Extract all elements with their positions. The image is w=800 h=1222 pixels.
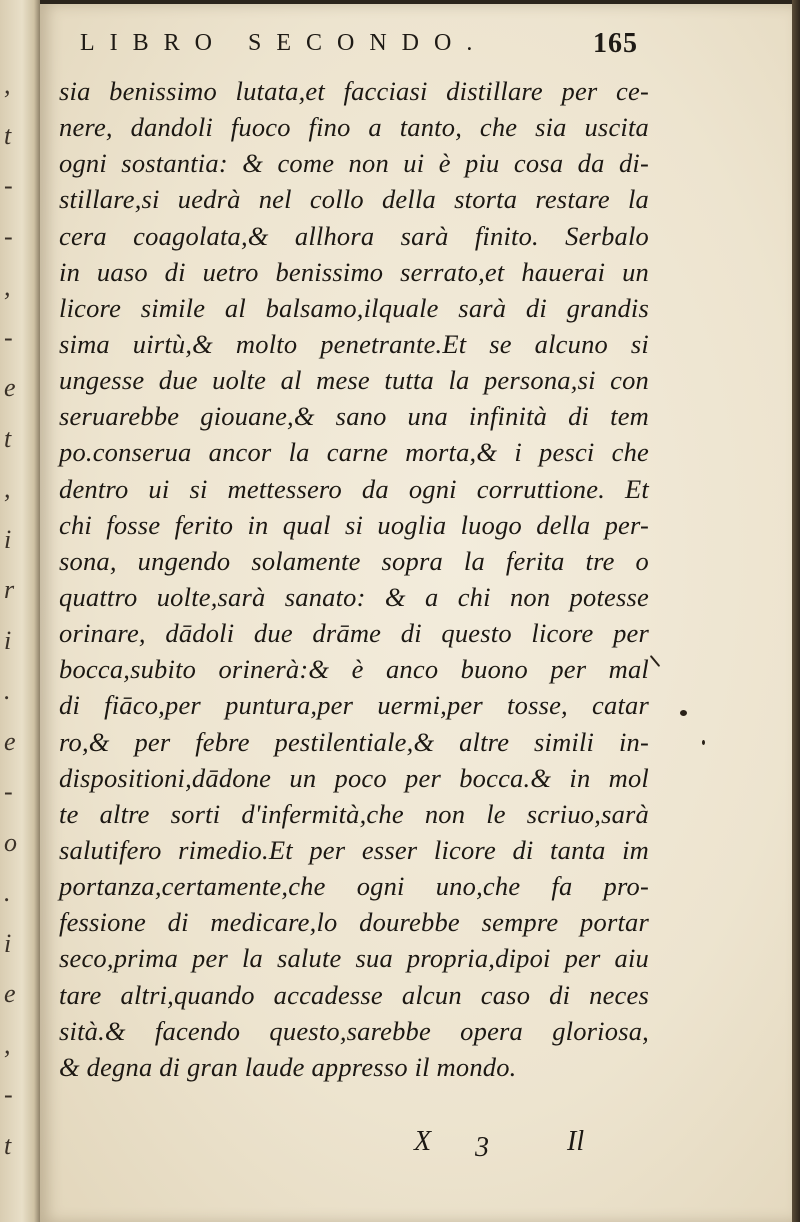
right-page-edge bbox=[792, 0, 800, 1222]
left-page-fragment: , bbox=[4, 1029, 11, 1059]
text-line: stillare,si uedrà nel collo della storta restare la bbox=[59, 184, 649, 215]
text-line: chi fosse ferito in qual si uoglia luogo della per- bbox=[59, 509, 649, 540]
page-header bbox=[80, 30, 640, 64]
left-page-fragment: - bbox=[4, 221, 13, 251]
signature-mark-letter: X bbox=[414, 1126, 432, 1157]
text-line: nere, dandoli fuoco fino a tanto, che sia uscita bbox=[59, 112, 649, 143]
signature-mark-number: 3 bbox=[475, 1132, 489, 1163]
left-page-fragment: - bbox=[4, 777, 13, 806]
text-line: di fiāco,per puntura,per uermi,per tosse, catar bbox=[59, 690, 649, 721]
left-page-fragment: e bbox=[4, 979, 16, 1008]
text-line: fessione di medicare,lo dourebbe sempre portar bbox=[59, 907, 649, 938]
text-line: orinare, dādoli due drāme di questo licore per bbox=[59, 618, 649, 649]
text-line: portanza,certamente,che ogni uno,che fa pro- bbox=[59, 871, 649, 902]
left-page-fragment: - bbox=[4, 322, 13, 352]
text-line: seco,prima per la salute sua propria,dipoi per aiu bbox=[59, 943, 649, 974]
left-page-fragment: e bbox=[4, 726, 16, 756]
text-line: salutifero rimedio.Et per esser licore di tanta im bbox=[59, 834, 649, 865]
page-number: 165 bbox=[593, 28, 638, 59]
catchword: Il bbox=[567, 1126, 585, 1157]
left-page-fragment: - bbox=[4, 171, 13, 200]
text-line: in uaso di uetro benissimo serrato,et hauerai un bbox=[59, 256, 649, 287]
body-text bbox=[59, 73, 649, 1085]
left-page-fragment: , bbox=[4, 474, 11, 503]
text-line: sità.& facendo questo,sarebbe opera gloriosa, bbox=[59, 1015, 649, 1046]
left-page-fragment: t bbox=[4, 120, 12, 150]
text-line: dispositioni,dādone un poco per bocca.& in mol bbox=[59, 762, 649, 793]
left-page-fragment: . bbox=[4, 878, 11, 907]
text-line: quattro uolte,sarà sanato: & a chi non potesse bbox=[59, 581, 649, 612]
text-line: & degna di gran laude appresso il mondo. bbox=[59, 1051, 517, 1082]
ink-speck bbox=[650, 655, 661, 667]
left-page-fragment: r bbox=[4, 575, 15, 604]
running-head: LIBRO SECONDO. bbox=[80, 30, 488, 56]
left-page-fragment: . bbox=[4, 676, 11, 705]
left-page-fragment: , bbox=[4, 70, 11, 99]
text-line: po.conserua ancor la carne morta,& i pesci che bbox=[59, 437, 649, 468]
text-line: ungesse due uolte al mese tutta la persona,si con bbox=[59, 365, 649, 396]
text-line: cera coagolata,& allhora sarà finito. Serbalo bbox=[59, 220, 649, 251]
left-page-edge bbox=[0, 0, 40, 1222]
text-line: ro,& per febre pestilentiale,& altre simili in- bbox=[59, 726, 649, 757]
left-page-fragment: t bbox=[4, 1130, 12, 1160]
left-page-fragment: t bbox=[4, 423, 12, 453]
ink-speck bbox=[680, 710, 687, 716]
text-line: tare altri,quando accadesse alcun caso di neces bbox=[59, 979, 649, 1010]
book-page bbox=[40, 4, 792, 1222]
text-line: dentro ui si mettessero da ogni corruttione. Et bbox=[59, 473, 649, 504]
left-page-fragment: , bbox=[4, 272, 11, 301]
text-line: licore simile al balsamo,ilquale sarà di grandis bbox=[59, 292, 649, 323]
left-page-fragment: o bbox=[4, 827, 17, 857]
text-line: sima uirtù,& molto penetrante.Et se alcuno si bbox=[59, 328, 649, 359]
left-page-fragment: i bbox=[4, 625, 12, 655]
text-line: te altre sorti d'infermità,che non le scriuo,sarà bbox=[59, 798, 649, 829]
left-page-fragment: i bbox=[4, 524, 12, 554]
left-page-fragment: i bbox=[4, 928, 12, 958]
left-page-fragment: - bbox=[4, 1080, 13, 1109]
text-line: sia benissimo lutata,et facciasi distillare per ce- bbox=[59, 76, 649, 106]
text-line: bocca,subito orinerà:& è anco buono per mal bbox=[59, 654, 649, 685]
ink-speck bbox=[702, 740, 705, 745]
text-line: seruarebbe giouane,& sano una infinità di tem bbox=[59, 401, 649, 432]
text-line: ogni sostantia: & come non ui è piu cosa da di- bbox=[59, 148, 649, 179]
text-line: sona, ungendo solamente sopra la ferita tre o bbox=[59, 545, 649, 576]
left-page-fragment: e bbox=[4, 373, 16, 402]
